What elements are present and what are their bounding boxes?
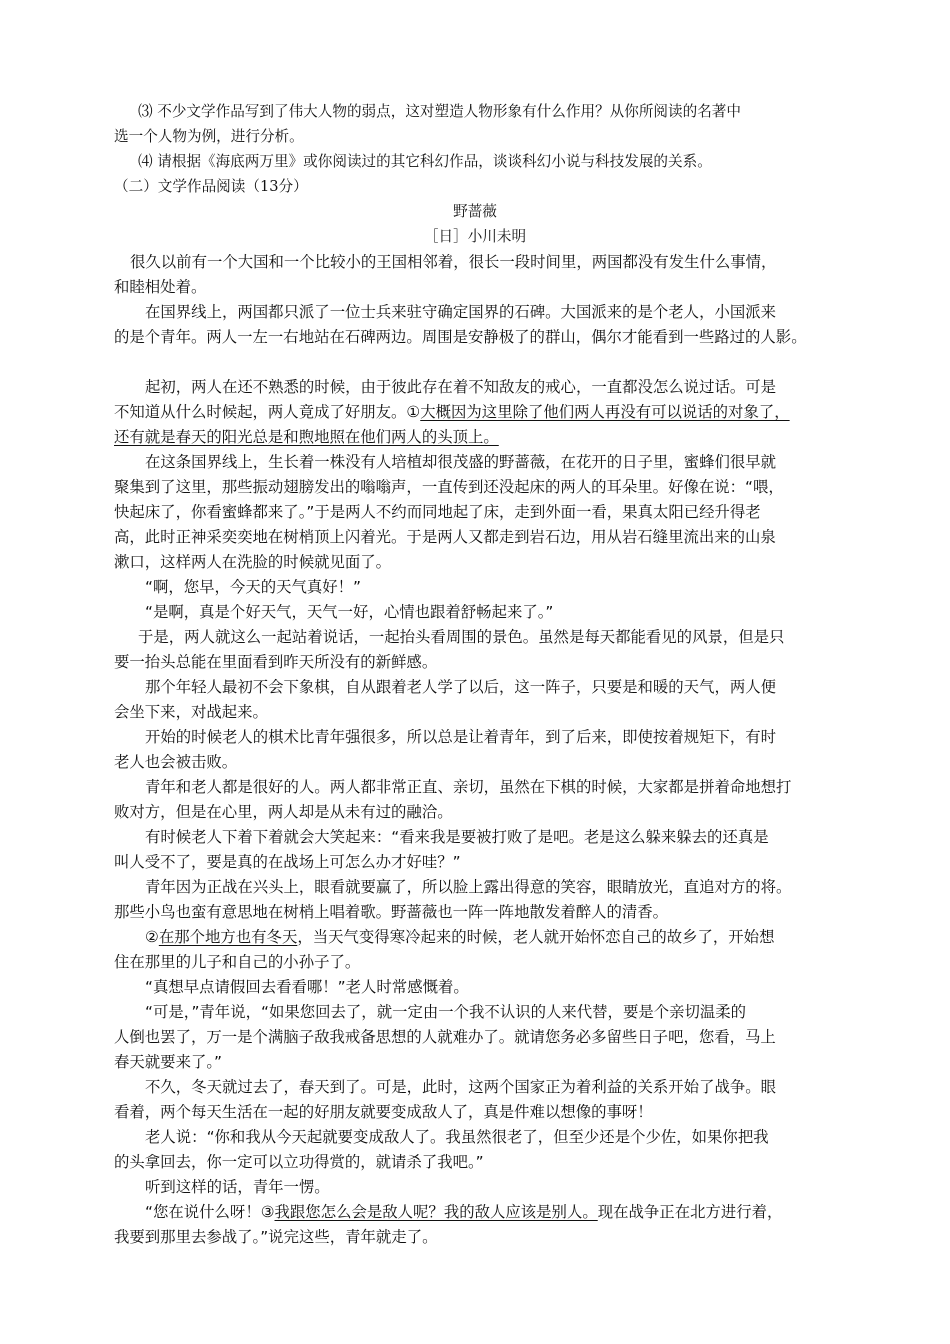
paragraph-line: 聚集到了这里，那些振动翅膀发出的嗡嗡声，一直传到还没起床的两人的耳朵里。好像在说：“喂， [114,478,784,496]
paragraph-line: 人倒也罢了，万一是个满脑子敌我戒备思想的人就难办了。就请您务必多留些日子吧，您看，马上 [114,1028,776,1046]
story-author: ［日］小川未明 [423,228,527,245]
paragraph-line: 起初，两人在还不熟悉的时候，由于彼此存在着不知敌友的戒心，一直都没怎么说过话。可是 [145,378,777,396]
line-text: “您在说什么呀！③ [145,1203,275,1221]
paragraph-line: 会坐下来，对战起来。 [114,703,268,721]
paragraph-line: 住在那里的儿子和自己的小孙子了。 [114,953,361,971]
paragraph-line: 春天就要来了。” [114,1053,223,1071]
line-text: ，当天气变得寒冷起来的时候，老人就开始怀恋自己的故乡了，开始想 [297,928,775,946]
paragraph-line: 的头拿回去，你一定可以立功得赏的，就请杀了我吧。” [114,1153,484,1171]
paragraph-line: 老人也会被击败。 [114,753,238,771]
story-title: 野蔷薇 [453,203,497,220]
line-text: 不知道从什么时候起，两人竟成了好朋友。① [114,403,421,421]
underlined-sentence-2: 在那个地方也有冬天 [158,928,298,946]
paragraph-line [145,927,774,947]
paragraph-line: 听到这样的话，青年一愣。 [145,1178,330,1196]
dialogue-line: “真想早点请假回去看看哪！”老人时常感慨着。 [145,978,469,996]
paragraph-line: 开始的时候老人的棋术比青年强很多，所以总是让着青年，到了后来，即使按着规矩下，有时 [145,728,777,746]
paragraph-line: 败对方，但是在心里，两人却是从未有过的融洽。 [114,803,453,821]
dialogue-line: “啊，您早，今天的天气真好！” [145,578,362,596]
paragraph-line: 要一抬头总能在里面看到昨天所没有的新鲜感。 [114,653,438,671]
paragraph-line: 快起床了，你看蜜蜂都来了。”于是两人不约而同地起了床，走到外面一看，果真太阳已经升得老 [114,503,761,521]
paragraph-line: 和睦相处着。 [114,278,207,296]
underlined-sentence-3: 我跟您怎么会是敌人呢？我的敌人应该是别人。 [274,1203,598,1221]
question-4: ⑷ 请根据《海底两万里》或你阅读过的其它科幻作品，谈谈科幻小说与科技发展的关系。 [138,153,712,170]
paragraph-line: 青年因为正战在兴头上，眼看就要赢了，所以脸上露出得意的笑容，眼睛放光，直追对方的将。 [145,878,792,896]
paragraph-line [114,402,790,422]
dialogue-line: “可是，”青年说，“如果您回去了，就一定由一个我不认识的人来代替，要是个亲切温柔的 [145,1003,747,1021]
paragraph-line: 在国界线上，两国都只派了一位士兵来驻守确定国界的石碑。大国派来的是个老人，小国派来 [145,303,777,321]
question-3-line-2: 选一个人物为例，进行分析。 [114,128,304,145]
paragraph-line: 那个年轻人最初不会下象棋，自从跟着老人学了以后，这一阵子，只要是和暖的天气，两人便 [145,678,777,696]
paragraph-line: 那些小鸟也蛮有意思地在树梢上唱着歌。野蔷薇也一阵一阵地散发着醉人的清香。 [114,903,669,921]
underlined-sentence-1-cont: 还有就是春天的阳光总是和煦地照在他们两人的头顶上。 [114,428,499,446]
section-heading: （二）文学作品阅读（13分） [114,178,308,195]
paragraph-line: 我要到那里去参战了。”说完这些，青年就走了。 [114,1228,438,1246]
line-text: 现在战争正在北方进行着， [597,1203,783,1221]
underlined-sentence-1: 大概因为这里除了他们两人再没有可以说话的对象了， [420,403,790,421]
paragraph-line: 看着，两个每天生活在一起的好朋友就要变成敌人了，真是件难以想像的事呀！ [114,1103,653,1121]
question-3-line-1: ⑶ 不少文学作品写到了伟大人物的弱点，这对塑造人物形象有什么作用？从你所阅读的名著中 [138,103,741,120]
paragraph-line: 于是，两人就这么一起站着说话，一起抬头看周围的景色。虽然是每天都能看见的风景，但是只 [138,628,785,646]
paragraph-line: 不久，冬天就过去了，春天到了。可是，此时，这两个国家正为着利益的关系开始了战争。眼 [145,1078,777,1096]
paragraph-line: 很久以前有一个大国和一个比较小的王国相邻着，很长一段时间里，两国都没有发生什么事情， [130,253,777,271]
dialogue-line: “是啊，真是个好天气，天气一好，心情也跟着舒畅起来了。” [145,603,554,621]
paragraph-line: 高，此时正神采奕奕地在树梢顶上闪着光。于是两人又都走到岩石边，用从岩石缝里流出来的山泉 [114,528,776,546]
paragraph-line: 青年和老人都是很好的人。两人都非常正直、亲切，虽然在下棋的时候，大家都是拼着命地想打 [145,778,792,796]
paragraph-line: 在这条国界线上，生长着一株没有人培植却很茂盛的野蔷薇，在花开的日子里，蜜蜂们很早就 [145,453,777,471]
dialogue-line [145,1202,782,1222]
paragraph-line: 有时候老人下着下着就会大笑起来：“看来我是要被打败了是吧。老是这么躲来躲去的还真是 [145,828,769,846]
marker-2: ② [145,928,159,946]
paragraph-line: 叫人受不了，要是真的在战场上可怎么办才好哇？” [114,853,461,871]
paragraph-line: 的是个青年。两人一左一右地站在石碑两边。周围是安静极了的群山，偶尔才能看到一些路过的人影。 [114,328,807,346]
paragraph-line: 漱口，这样两人在洗脸的时候就见面了。 [114,553,392,571]
paragraph-line: 老人说：“你和我从今天起就要变成敌人了。我虽然很老了，但至少还是个少佐，如果你把我 [145,1128,769,1146]
